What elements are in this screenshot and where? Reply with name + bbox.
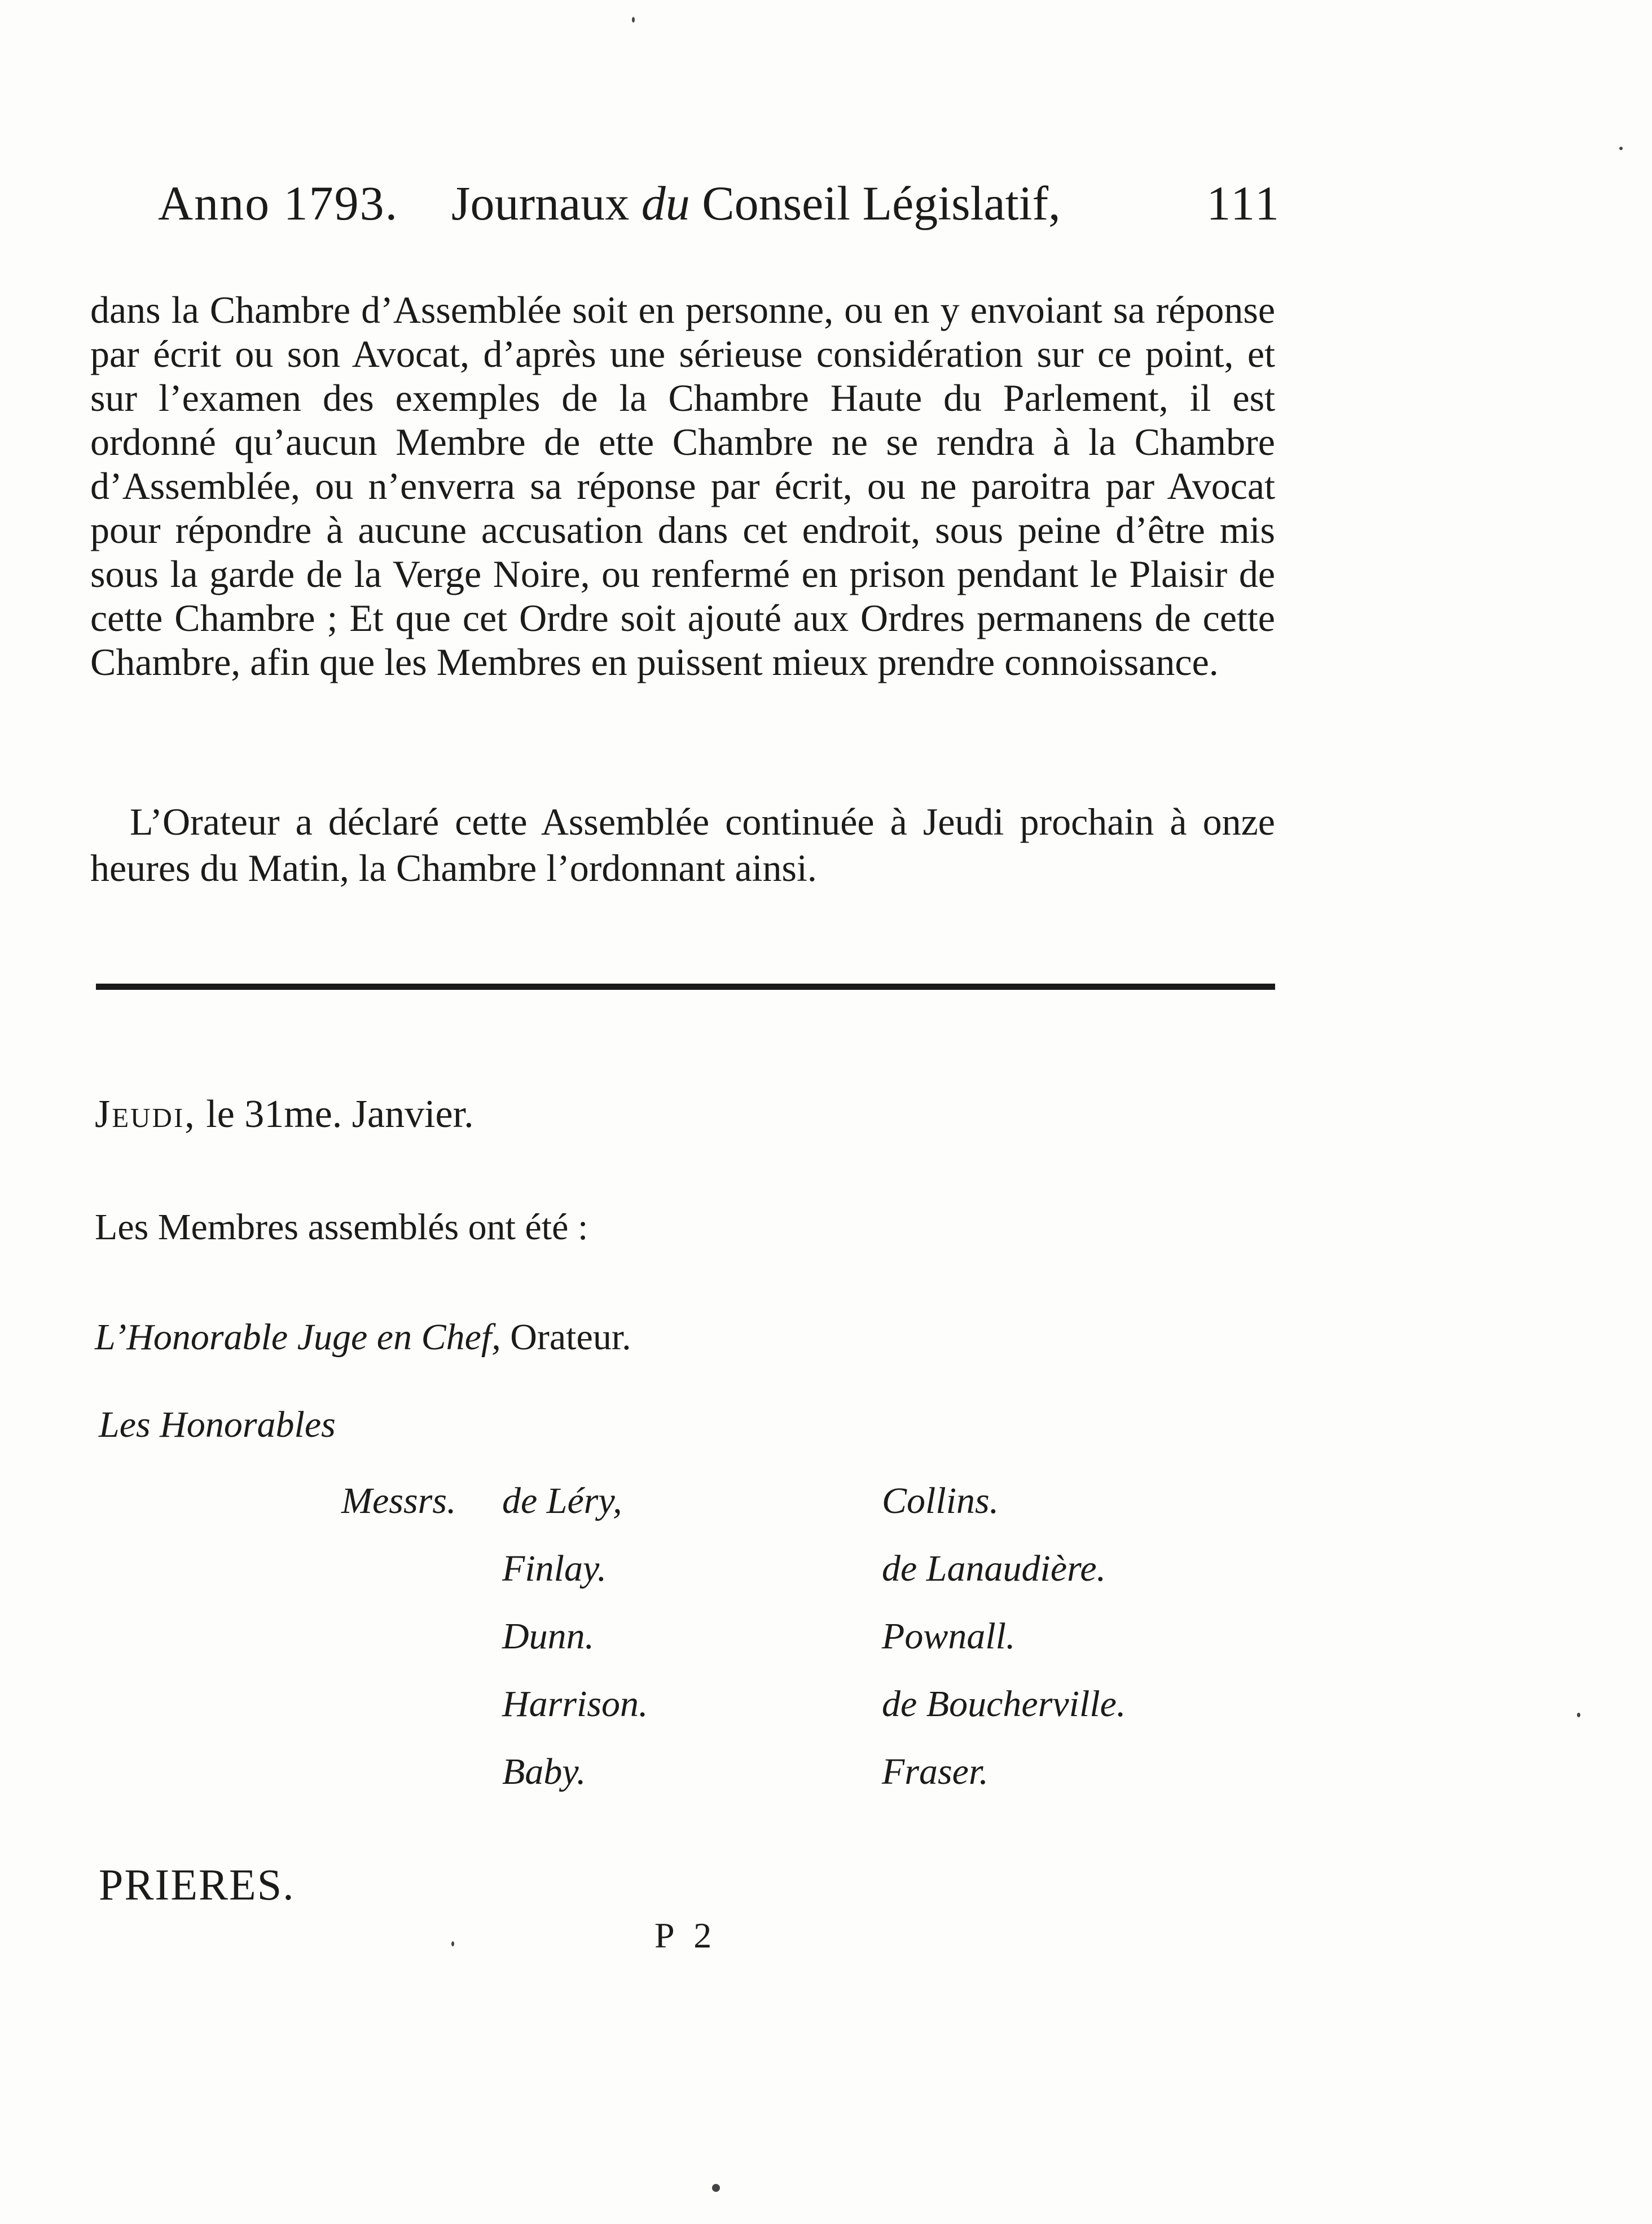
section-divider: [96, 984, 1275, 990]
speaker-line: L’Honorable Juge en Chef, Orateur.: [95, 1317, 631, 1358]
header-year: Anno 1793.: [158, 176, 399, 230]
scan-speck: [712, 2184, 720, 2192]
member-name: Pownall.: [882, 1616, 1016, 1657]
scan-speck: [632, 17, 635, 23]
member-name: de Léry,: [502, 1480, 622, 1521]
signature-mark: P 2: [654, 1915, 718, 1955]
running-header: [158, 169, 1281, 237]
member-name: Fraser.: [882, 1751, 988, 1792]
messrs-label: Messrs.: [341, 1480, 456, 1521]
member-name: Dunn.: [502, 1616, 595, 1657]
honorables-label: Les Honorables: [99, 1404, 336, 1445]
page-number: 111: [1206, 176, 1281, 230]
member-name: de Lanaudière.: [882, 1548, 1106, 1589]
prayers-heading: PRIERES.: [99, 1860, 295, 1909]
adjournment-paragraph: L’Orateur a déclaré cette Assemblée continuée à Jeudi prochain à onze heures du Matin, la Chambre l’ordonnant ainsi.: [90, 800, 1275, 889]
header-title: Journaux du Conseil Législatif,: [451, 176, 1061, 230]
member-name: Harrison.: [502, 1683, 648, 1725]
scan-speck: [1577, 1713, 1580, 1717]
members-column-left: [502, 1476, 648, 1814]
member-name: Baby.: [502, 1751, 586, 1792]
sitting-date: Jeudi, le 31me. Janvier.: [95, 1093, 474, 1136]
member-name: Collins.: [882, 1480, 999, 1521]
members-intro: Les Membres assemblés ont été :: [95, 1207, 588, 1248]
member-name: Finlay.: [502, 1548, 607, 1589]
member-name: de Boucherville.: [882, 1683, 1126, 1725]
scan-speck: [451, 1941, 454, 1946]
members-column-right: [882, 1476, 1126, 1814]
body-paragraph-continued: dans la Chambre d’Assemblée soit en personne, ou en y envoiant sa réponse par écrit ou son Avocat, d’après une sérieuse considération sur ce point, et sur l’examen des exemples de la Chambre Haute du Parlement, il est ordonné qu’aucun Membre de ette Chambre ne se rendra à la Chambre d’Assemblée, ou n’enverra sa réponse par écrit, ou ne paroitra par Avocat pour répondre à aucune accusation dans cet endroit, sous peine d’être mis sous la garde de la Verge Noire, ou renfermé en prison pendant le Plaisir de cette Chambre ; Et que cet Ordre soit ajouté aux Ordres permanens de cette Chambre, afin que les Membres en puissent mieux prendre connoissance.: [90, 288, 1275, 683]
scan-speck: [1619, 147, 1623, 150]
